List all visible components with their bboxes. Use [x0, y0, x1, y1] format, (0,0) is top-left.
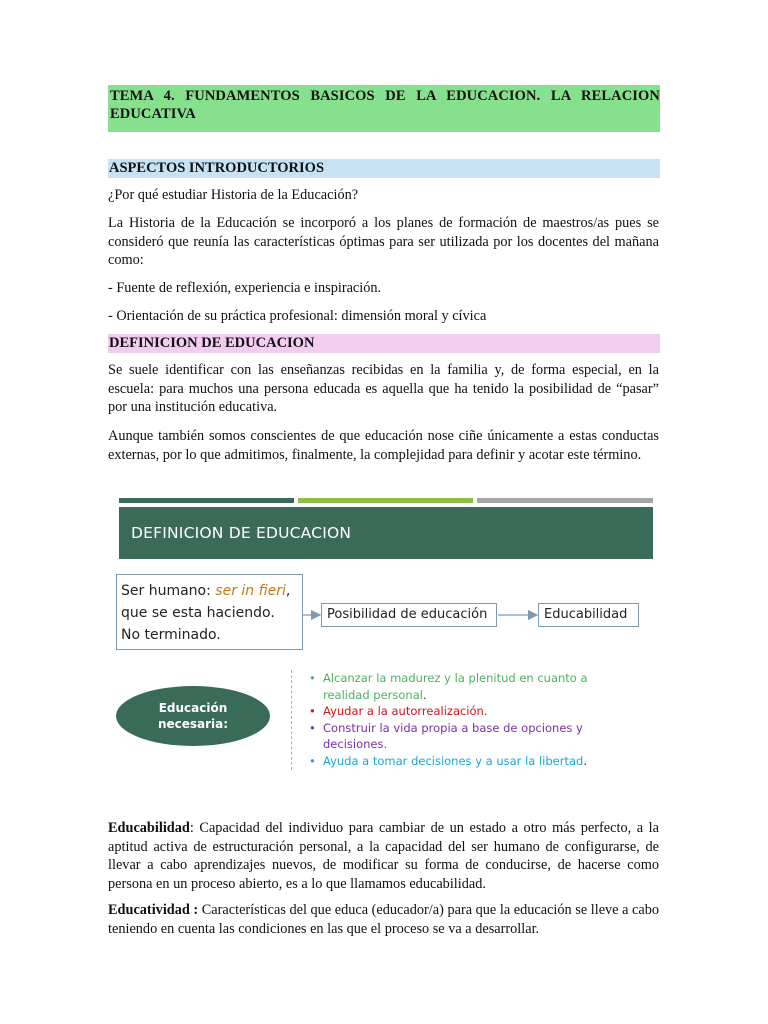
- educacion-necesaria-oval: [116, 686, 270, 746]
- educabilidad-definition: [108, 819, 659, 893]
- educabilidad-text: : Capacidad del individuo para cambiar de un estado a otro más perfecto, a la aptitud activa de estructuración personal, a la capacidad del ser humano de configurarse, de llevar a cabo aprendizajes nuevos, de modificar su forma de conducirse, de hacerse como persona en un proceso abierto, es a lo que llamamos educabilidad.: [108, 820, 659, 892]
- educatividad-text: Características del que educa (educador/a) para que la educación se lleve a cabo teniendo en cuenta las condiciones en las que el proceso se va a desarrollar.: [108, 902, 660, 937]
- ser-humano-line-3: No terminado.: [121, 627, 221, 643]
- educacion-bullet-list: [307, 670, 607, 769]
- educabilidad-term: Educabilidad: [108, 820, 190, 836]
- ser-humano-line-1: [121, 580, 302, 602]
- educabilidad-box: Educabilidad: [538, 603, 639, 627]
- section-heading-intro: ASPECTOS INTRODUCTORIOS: [108, 159, 660, 178]
- oval-line-1: Educación: [158, 701, 228, 715]
- posibilidad-box: Posibilidad de educación: [321, 603, 497, 627]
- bullet-item: • Ayudar a la autorrealización.: [307, 703, 607, 720]
- ser-in-fieri: ser in fieri: [215, 583, 286, 599]
- ser-humano-line-2: que se esta haciendo.: [121, 605, 275, 621]
- definition-paragraph-1: Se suele identificar con las enseñanzas recibidas en la familia y, de forma especial, en la escuela: para muchos una persona educada es aquella que ha tenido la posibilidad de “pasar” por una institución educativa.: [108, 362, 659, 415]
- intro-item-2: - Orientación de su práctica profesional: dimensión moral y cívica: [108, 308, 487, 324]
- educatividad-definition: [108, 901, 659, 938]
- ser-humano-box: [116, 574, 303, 650]
- oval-line-2: necesaria:: [157, 717, 229, 731]
- slide-bar-segment-1: [119, 498, 294, 503]
- slide-bar-segment-3: [477, 498, 653, 503]
- section-heading-definition: DEFINICION DE EDUCACION: [108, 334, 660, 353]
- educatividad-term: Educatividad :: [108, 902, 199, 918]
- slide-bar-segment-2: [298, 498, 473, 503]
- intro-question: ¿Por qué estudiar Historia de la Educación?: [108, 187, 359, 203]
- bullet-item: • Construir la vida propia a base de opciones y decisiones.: [307, 720, 607, 753]
- definition-paragraph-2: Aunque también somos conscientes de que educación nose ciñe únicamente a estas conductas externas, por lo que admitimos, finalmente, la complejidad para definir y acotar este término.: [108, 428, 659, 463]
- title-box: [108, 85, 660, 132]
- divider-line: [291, 670, 292, 770]
- bullet-item: • Ayuda a tomar decisiones y a usar la libertad.: [307, 753, 607, 770]
- intro-item-1: - Fuente de reflexión, experiencia e inspiración.: [108, 280, 382, 296]
- slide-header: DEFINICION DE EDUCACION: [119, 507, 653, 559]
- ser-humano-suffix: ,: [285, 583, 291, 599]
- bullet-item: • Alcanzar la madurez y la plenitud en cuanto a realidad personal.: [307, 670, 607, 703]
- intro-paragraph: La Historia de la Educación se incorporó a los planes de formación de maestros/as pues se consideró que reunía las características óptimas para ser utilizada por los docentes del mañana como:: [108, 215, 659, 268]
- page-title: TEMA 4. FUNDAMENTOS BASICOS DE LA EDUCACION. LA RELACION EDUCATIVA: [110, 88, 660, 122]
- definition-slide-image: [119, 498, 653, 788]
- ser-humano-prefix: Ser humano:: [121, 583, 216, 599]
